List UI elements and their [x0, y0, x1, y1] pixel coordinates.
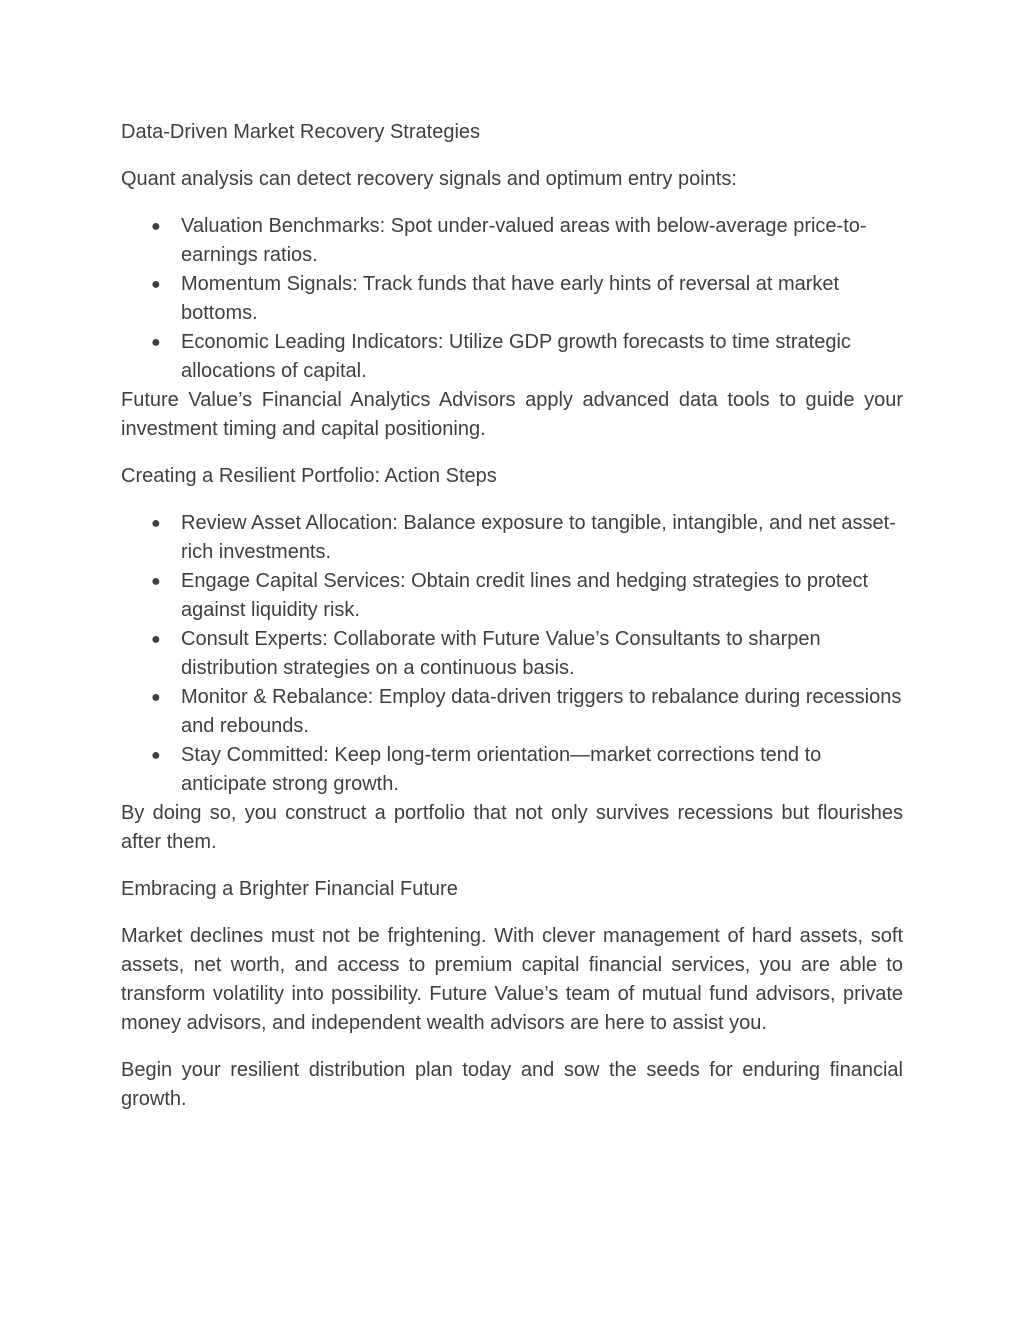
list-item-text: Monitor & Rebalance: Employ data-driven triggers to rebalance during recessions and rebounds.: [181, 686, 902, 737]
list-item-text: Momentum Signals: Track funds that have early hints of reversal at market bottoms.: [181, 273, 840, 324]
list-item: [151, 328, 903, 386]
list-item-text: Stay Committed: Keep long-term orientation—market corrections tend to anticipate strong growth.: [181, 744, 822, 795]
bullet-icon: ●: [151, 276, 161, 293]
bullet-icon: ●: [151, 689, 161, 706]
body-paragraph: Market declines must not be frightening. With clever management of hard assets, soft assets, net worth, and access to premium capital financial services, you are able to transform volatility into possibility. Future Value’s team of mutual fund advisors, private money advisors, and independent wealth advisors are here to assist you.: [121, 925, 903, 1034]
bullet-list: [121, 212, 903, 386]
document-page: [121, 118, 903, 1132]
list-item: [151, 741, 903, 799]
bullet-icon: ●: [151, 747, 161, 764]
list-item-text: Engage Capital Services: Obtain credit lines and hedging strategies to protect against liquidity risk.: [181, 570, 869, 621]
bullet-icon: ●: [151, 573, 161, 590]
bullet-list: [121, 509, 903, 799]
bullet-icon: ●: [151, 218, 161, 235]
section-closing: By doing so, you construct a portfolio that not only survives recessions but flourishes after them.: [121, 802, 903, 853]
section-heading: Embracing a Brighter Financial Future: [121, 878, 458, 900]
section-heading: Data-Driven Market Recovery Strategies: [121, 121, 481, 143]
list-item: [151, 212, 903, 270]
list-item: [151, 509, 903, 567]
list-item: [151, 683, 903, 741]
bullet-icon: ●: [151, 515, 161, 532]
bullet-icon: ●: [151, 334, 161, 351]
list-item-text: Valuation Benchmarks: Spot under-valued areas with below-average price-to-earnings ratios.: [181, 215, 867, 266]
list-item: [151, 270, 903, 328]
list-item-text: Consult Experts: Collaborate with Future Value’s Consultants to sharpen distribution strategies on a continuous basis.: [181, 628, 821, 679]
list-item-text: Review Asset Allocation: Balance exposure to tangible, intangible, and net asset-rich investments.: [181, 512, 896, 563]
bullet-icon: ●: [151, 631, 161, 648]
body-paragraph: Begin your resilient distribution plan today and sow the seeds for enduring financial growth.: [121, 1059, 903, 1110]
section-closing: Future Value’s Financial Analytics Advisors apply advanced data tools to guide your investment timing and capital positioning.: [121, 389, 903, 440]
list-item: [151, 625, 903, 683]
list-item: [151, 567, 903, 625]
section-intro: Quant analysis can detect recovery signals and optimum entry points:: [121, 168, 737, 190]
section-heading: Creating a Resilient Portfolio: Action Steps: [121, 465, 497, 487]
list-item-text: Economic Leading Indicators: Utilize GDP growth forecasts to time strategic allocations of capital.: [181, 331, 851, 382]
